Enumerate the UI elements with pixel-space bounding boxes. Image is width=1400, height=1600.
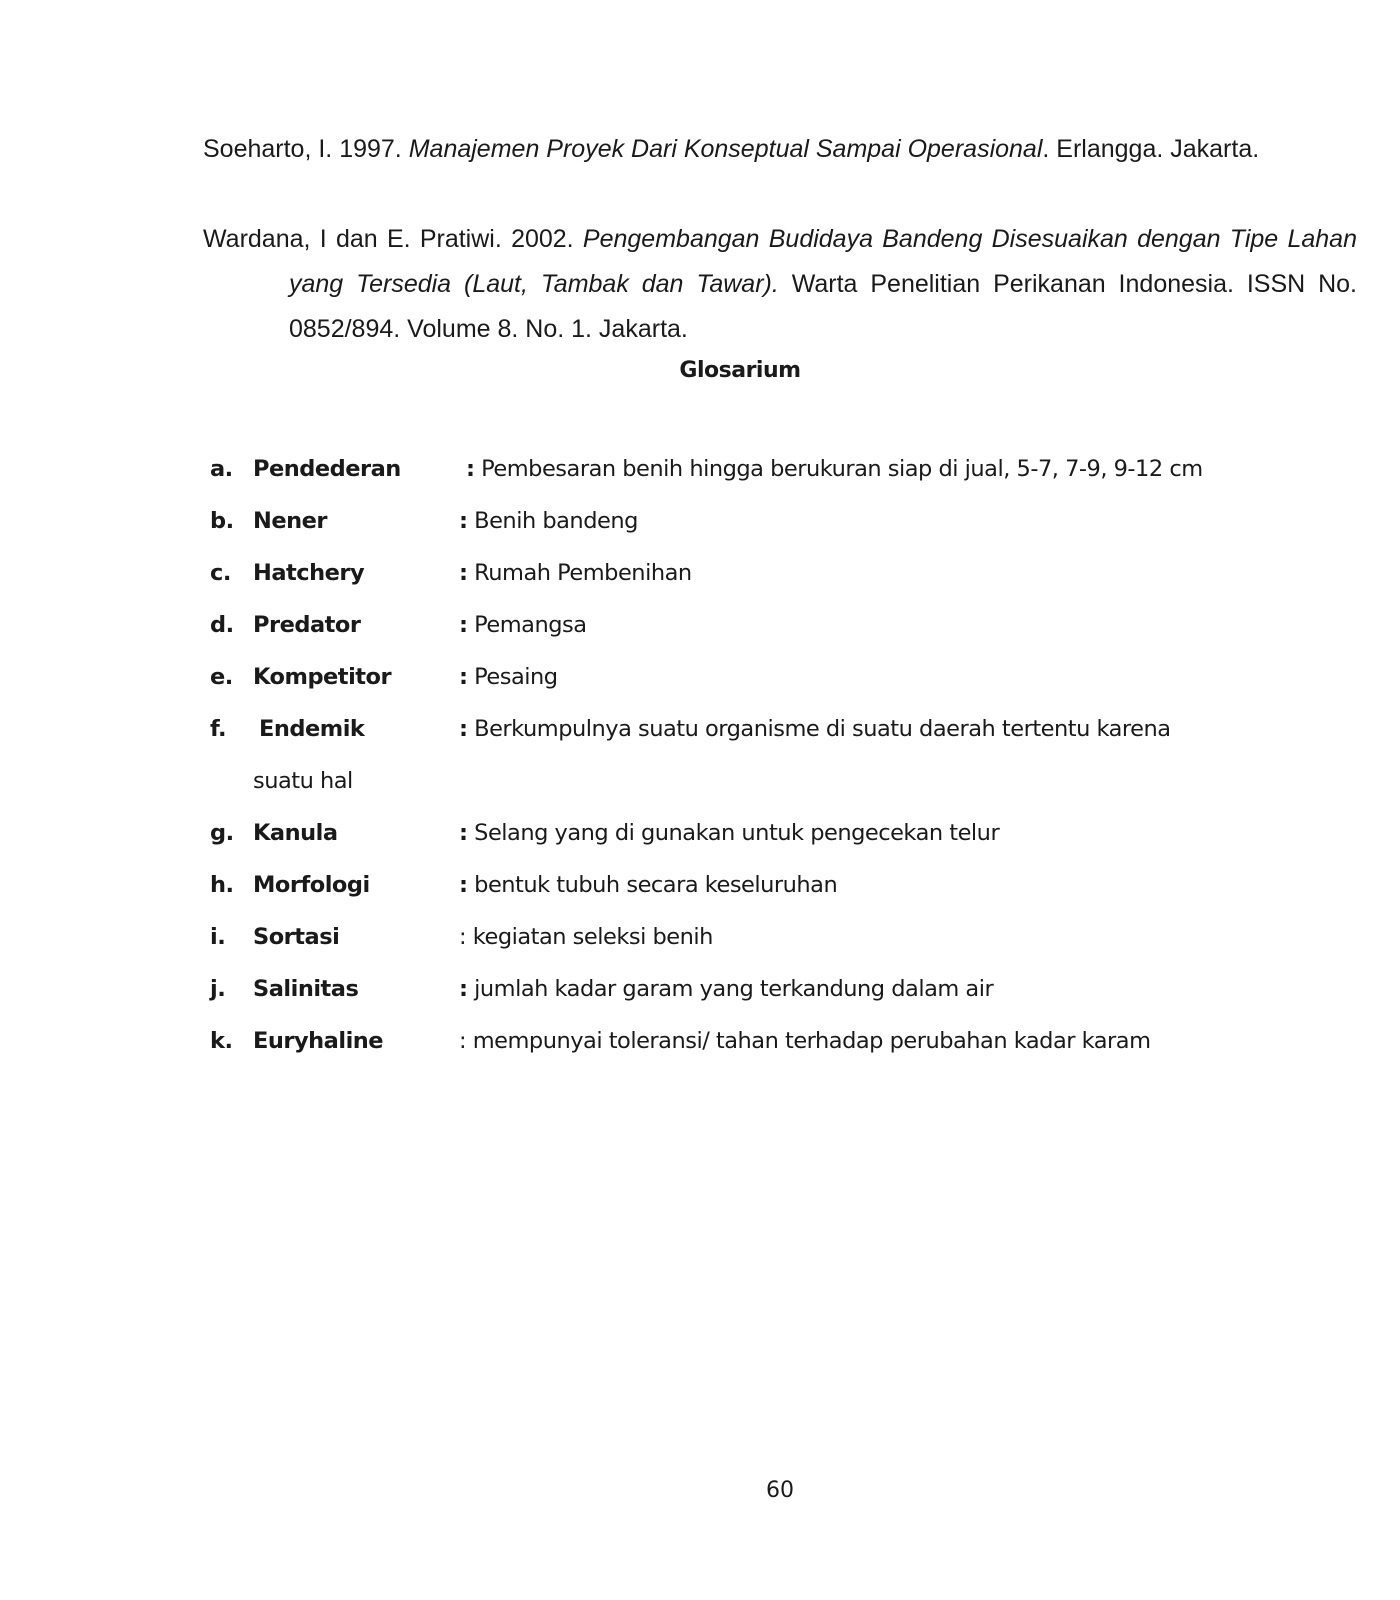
- reference-author-year: Wardana, I dan E. Pratiwi. 2002.: [203, 225, 574, 253]
- glossary-letter: a.: [210, 456, 233, 482]
- glossary-definition: : mempunyai toleransi/ tahan terhadap perubahan kadar karam: [459, 1028, 1151, 1054]
- glossary-letter: i.: [210, 924, 226, 950]
- glossary-definition: : Pembesaran benih hingga berukuran siap di jual, 5-7, 7-9, 9-12 cm: [466, 456, 1203, 482]
- glossary-colon: :: [459, 872, 468, 898]
- reference-title: Pengembangan Budidaya Bandeng Disesuaikan dengan Tipe Lahan yang Tersedia (Laut, Tambak dan Tawar).: [289, 225, 1357, 298]
- glossary-definition: : Berkumpulnya suatu organisme di suatu daerah tertentu karena: [459, 716, 1171, 742]
- glossary-colon: :: [459, 508, 468, 534]
- glossary-definition: : Selang yang di gunakan untuk pengecekan telur: [459, 820, 1000, 846]
- glossary-definition: : Rumah Pembenihan: [459, 560, 692, 586]
- reference-publisher: . Erlangga. Jakarta.: [1042, 135, 1260, 163]
- glossary-term: Nener: [253, 508, 327, 534]
- glossary-definition: : Benih bandeng: [459, 508, 638, 534]
- glossary-definition: : jumlah kadar garam yang terkandung dalam air: [459, 976, 994, 1002]
- glossary-definition: : kegiatan seleksi benih: [459, 924, 713, 950]
- glossary-colon: :: [459, 612, 468, 638]
- glossary-letter: b.: [210, 508, 234, 534]
- glossary-letter: g.: [210, 820, 234, 846]
- glossary-definition: : Pesaing: [459, 664, 558, 690]
- glossary-colon: :: [459, 820, 468, 846]
- glossary-term: Salinitas: [253, 976, 359, 1002]
- glossary-colon: :: [459, 716, 468, 742]
- glossary-definition: : bentuk tubuh secara keseluruhan: [459, 872, 838, 898]
- glossary-letter: f.: [210, 716, 227, 742]
- page-number: 60: [766, 1478, 794, 1503]
- glossary-definition-continuation: suatu hal: [253, 768, 353, 794]
- glossary-letter: k.: [210, 1028, 233, 1054]
- glossary-definition: : Pemangsa: [459, 612, 587, 638]
- glossary-colon: :: [459, 924, 467, 950]
- glossary-letter: c.: [210, 560, 231, 586]
- glossary-colon: :: [459, 976, 468, 1002]
- glossary-letter: h.: [210, 872, 234, 898]
- glossary-colon: :: [459, 664, 468, 690]
- glossary-colon: :: [459, 560, 468, 586]
- reference-publisher: Warta Penelitian Perikanan Indonesia. ISSN No. 0852/894. Volume 8. No. 1. Jakarta.: [289, 270, 1357, 343]
- glossary-term: Kompetitor: [253, 664, 392, 690]
- glossary-term: Hatchery: [253, 560, 365, 586]
- reference-title: Manajemen Proyek Dari Konseptual Sampai Operasional: [408, 135, 1043, 163]
- glossary-title: Glosarium: [679, 358, 801, 383]
- reference-author-year: Soeharto, I. 1997.: [203, 135, 402, 163]
- glossary-letter: d.: [210, 612, 234, 638]
- glossary-letter: e.: [210, 664, 233, 690]
- glossary-letter: j.: [210, 976, 226, 1002]
- glossary-term: Endemik: [259, 716, 365, 742]
- glossary-term: Pendederan: [253, 456, 401, 482]
- glossary-colon: :: [459, 1028, 467, 1054]
- glossary-term: Predator: [253, 612, 361, 638]
- glossary-colon: :: [466, 456, 475, 482]
- glossary-term: Sortasi: [253, 924, 340, 950]
- glossary-term: Kanula: [253, 820, 338, 846]
- glossary-term: Morfologi: [253, 872, 370, 898]
- glossary-term: Euryhaline: [253, 1028, 384, 1054]
